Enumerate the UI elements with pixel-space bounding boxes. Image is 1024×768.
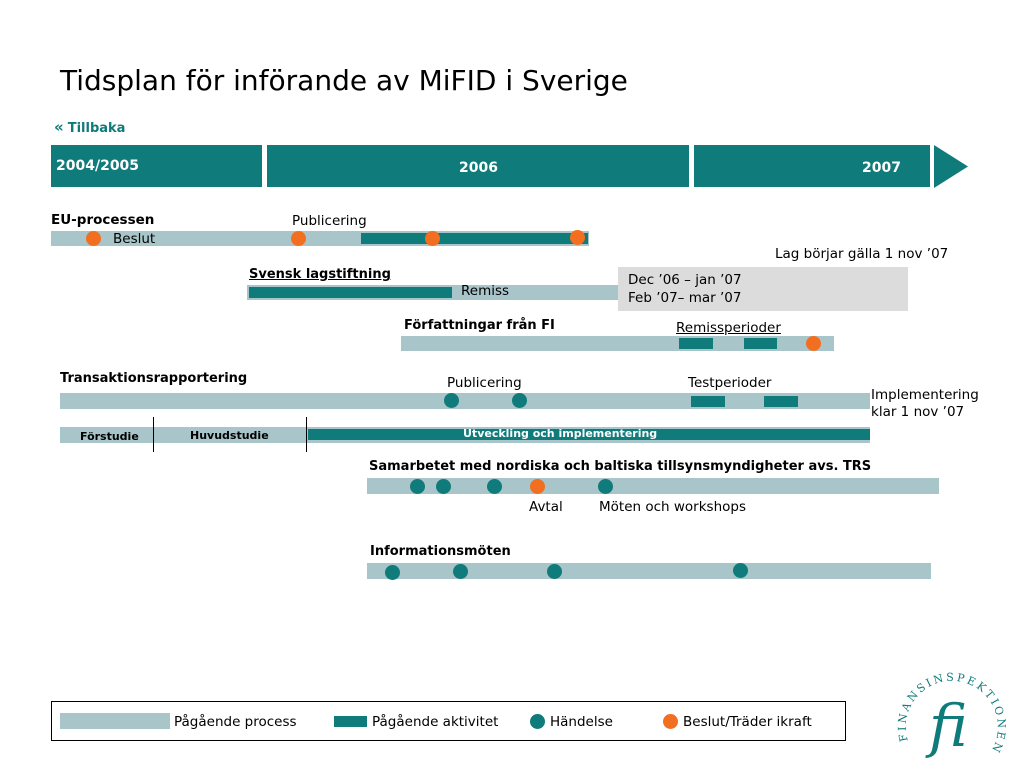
back-link[interactable]	[54, 118, 125, 136]
svensk-heading: Svensk lagstiftning	[249, 267, 391, 282]
info-event-dot	[385, 565, 400, 580]
double-chevron-left-icon: «	[54, 118, 64, 136]
fi-remiss-period-bar	[679, 338, 713, 349]
legend-aktivitet-swatch	[334, 716, 367, 727]
legend-handelse-dot	[530, 714, 545, 729]
year-label: 2004/2005	[56, 158, 140, 174]
samarbete-event-dot	[410, 479, 425, 494]
info-event-dot	[733, 563, 748, 578]
forstudie-label: Förstudie	[80, 430, 139, 443]
trans-heading: Transaktionsrapportering	[60, 371, 248, 386]
svensk-activity-bar	[249, 287, 452, 298]
utveckling-label: Utveckling och implementering	[463, 427, 658, 440]
avtal-label: Avtal	[529, 499, 563, 515]
eu-publicering-label: Publicering	[292, 213, 367, 229]
testperioder-label: Testperioder	[688, 375, 772, 391]
samarbete-event-dot	[436, 479, 451, 494]
info-process-bar	[367, 563, 931, 579]
year-label: 2006	[459, 160, 498, 176]
huvudstudie-label: Huvudstudie	[190, 429, 269, 442]
legend-beslut-label: Beslut/Träder ikraft	[683, 714, 812, 730]
samarbete-process-bar	[367, 478, 939, 494]
eu-decision-dot	[425, 231, 440, 246]
legend	[51, 701, 846, 741]
test-period-bar	[764, 396, 798, 407]
impl-line-1: Implementering	[871, 387, 979, 403]
fi-decision-dot	[806, 336, 821, 351]
lag-label: Lag börjar gälla 1 nov ’07	[775, 246, 949, 262]
trans-process-bar	[60, 393, 870, 409]
test-period-bar	[691, 396, 725, 407]
eu-beslut-dot	[86, 231, 101, 246]
logo-mark: fi	[929, 692, 968, 760]
trans-event-dot	[512, 393, 527, 408]
info-event-dot	[547, 564, 562, 579]
impl-line-2: klar 1 nov ’07	[871, 404, 965, 420]
avtal-dot	[530, 479, 545, 494]
info-box	[618, 267, 908, 311]
legend-process-label: Pågående process	[174, 714, 297, 730]
year-segment-2004-2005	[51, 145, 262, 187]
phase-divider	[306, 417, 307, 452]
timeline-arrow-icon	[934, 145, 968, 188]
eu-decision-dot	[570, 230, 585, 245]
info-event-dot	[453, 564, 468, 579]
remissperioder-label: Remissperioder	[676, 320, 781, 336]
year-segment-2007	[694, 145, 930, 187]
trans-publicering-label: Publicering	[447, 375, 522, 391]
legend-handelse-label: Händelse	[550, 714, 613, 730]
eu-activity-bar	[361, 233, 588, 244]
eu-beslut-label: Beslut	[113, 231, 156, 247]
back-label: Tillbaka	[67, 121, 126, 136]
year-segment-2006	[267, 145, 689, 187]
samarbete-event-dot	[598, 479, 613, 494]
samarbete-heading: Samarbetet med nordiska och baltiska tillsynsmyndigheter avs. TRS	[369, 459, 872, 474]
remiss-label: Remiss	[461, 283, 510, 299]
page-title: Tidsplan för införande av MiFID i Sverige	[60, 64, 628, 97]
logo-text: FINANSINSPEKTIONEN	[895, 670, 1009, 757]
legend-process-swatch	[60, 713, 170, 729]
moten-label: Möten och workshops	[599, 499, 747, 515]
finansinspektionen-logo	[893, 662, 1013, 764]
trans-event-dot	[444, 393, 459, 408]
eu-heading: EU-processen	[51, 212, 155, 228]
legend-aktivitet-label: Pågående aktivitet	[372, 714, 499, 730]
fi-heading: Författningar från FI	[404, 318, 555, 333]
year-label: 2007	[862, 160, 901, 176]
phase-divider	[153, 417, 154, 452]
box-line-1: Dec ’06 – jan ’07	[628, 272, 742, 288]
box-line-2: Feb ’07– mar ’07	[628, 290, 742, 306]
samarbete-event-dot	[487, 479, 502, 494]
eu-publicering-dot	[291, 231, 306, 246]
info-heading: Informationsmöten	[370, 544, 511, 559]
fi-remiss-period-bar	[744, 338, 777, 349]
legend-beslut-dot	[663, 714, 678, 729]
